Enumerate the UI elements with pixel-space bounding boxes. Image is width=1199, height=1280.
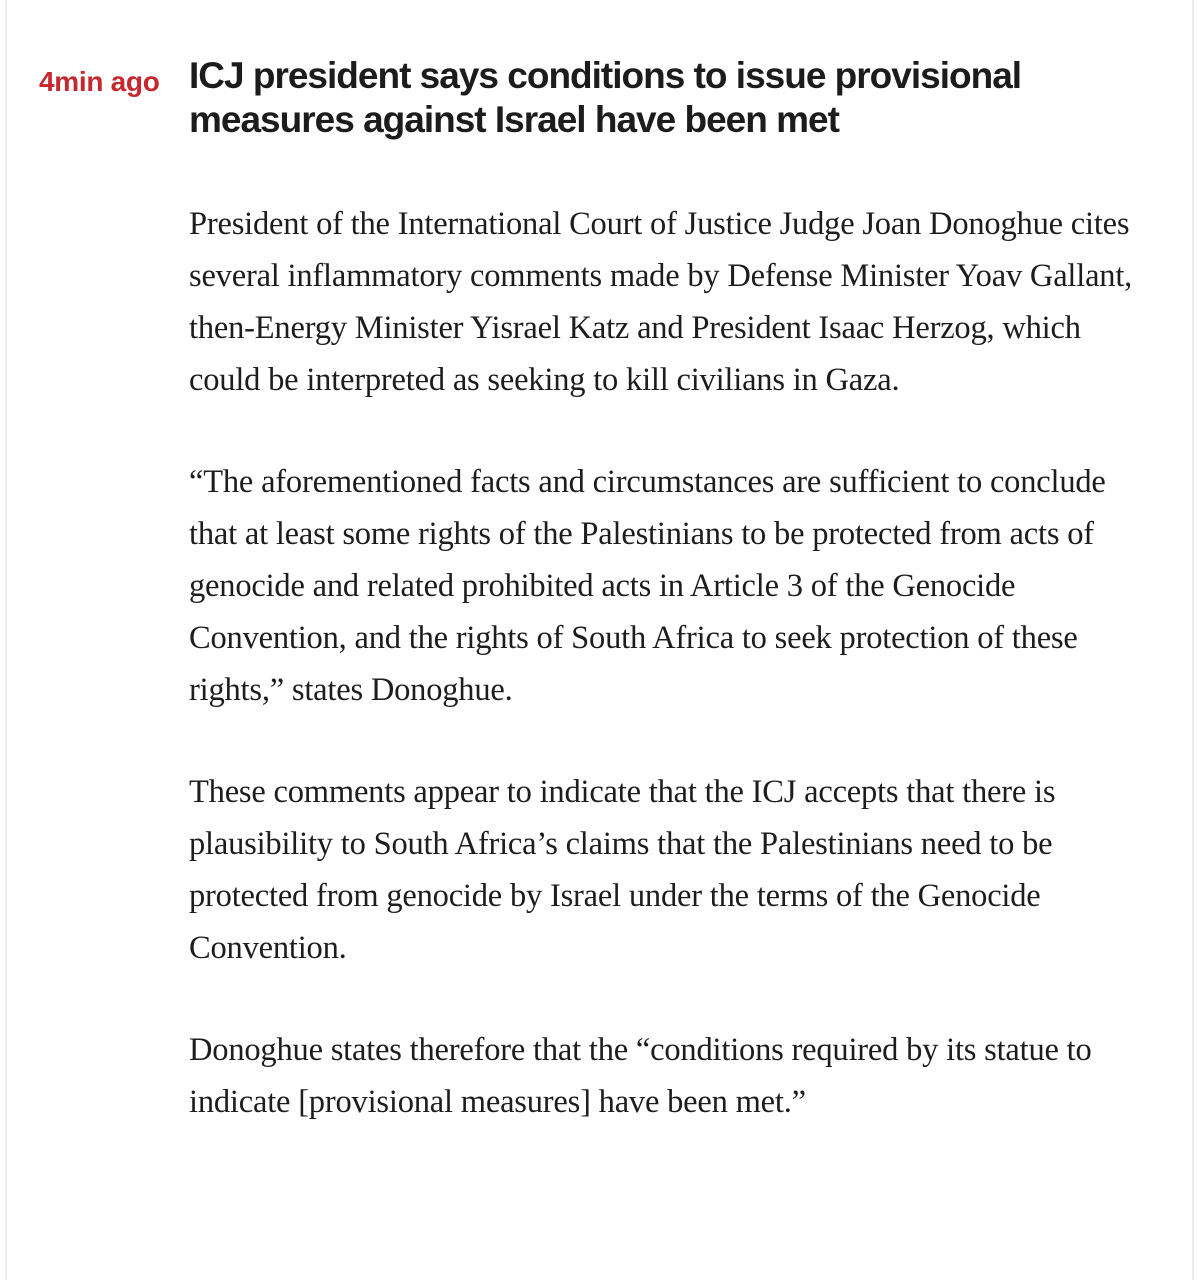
entry-paragraph: President of the International Court of Justice Judge Joan Donoghue cites several inflammatory comments made by Defense Minister Yoav Gallant, then-Energy Minister Yisrael Katz and President Isaac Herzog, which could be interpreted as seeking to kill civilians in Gaza. bbox=[189, 206, 1133, 398]
entry-content-column bbox=[189, 54, 1154, 1232]
entry-paragraph: These comments appear to indicate that the ICJ accepts that there is plausibility to South Africa’s claims that the Palestinians need to be protected from genocide by Israel under the terms of the Genocide Convention. bbox=[189, 774, 1056, 966]
entry-headline-line-2: measures against Israel have been met bbox=[189, 99, 839, 140]
entry-paragraph: Donoghue states therefore that the “conditions required by its statue to indicate [provisional measures] have been met.” bbox=[189, 1032, 1092, 1120]
entry-paragraph: “The aforementioned facts and circumstances are sufficient to conclude that at least some rights of the Palestinians to be protected from acts of genocide and related prohibited acts in Article 3 of the Genocide Convention, and the rights of South Africa to seek protection of these rights,” states Donoghue. bbox=[189, 464, 1106, 708]
entry-body bbox=[189, 198, 1154, 1128]
timestamp-column bbox=[39, 54, 189, 1232]
entry-headline-line-1: ICJ president says conditions to issue provisional bbox=[189, 55, 1022, 96]
liveblog-entry-card bbox=[5, 0, 1194, 1280]
entry-timestamp[interactable]: 4min ago bbox=[39, 66, 160, 97]
entry-headline bbox=[189, 54, 1154, 142]
